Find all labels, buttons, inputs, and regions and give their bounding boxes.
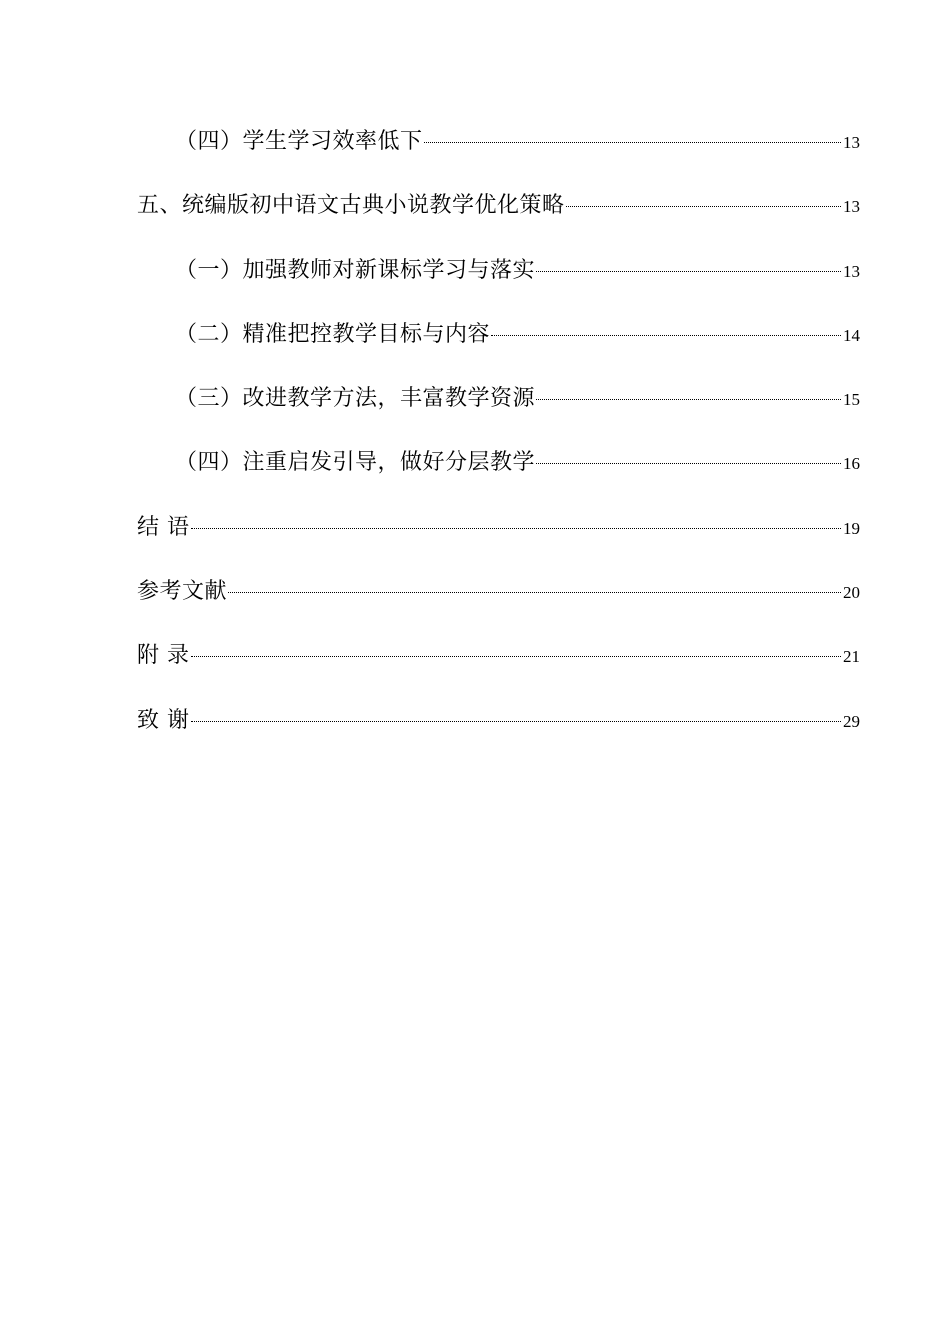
toc-entry-page: 21: [843, 647, 860, 667]
toc-entry-page: 13: [843, 133, 860, 152]
toc-entry-page: 13: [843, 261, 860, 281]
dot-leader: [536, 271, 841, 272]
toc-entry-chapter-5[interactable]: [137, 186, 860, 250]
toc-entry-title: 附 录: [137, 643, 190, 669]
toc-entry-title: 五、统编版初中语文古典小说教学优化策略: [137, 193, 565, 219]
toc-entry-title: 结 语: [137, 514, 190, 540]
dot-leader: [536, 399, 841, 400]
dot-leader: [191, 721, 842, 722]
toc-entry-title: 参考文献: [137, 579, 228, 605]
dot-leader: [566, 206, 841, 207]
toc-entry-page: 20: [843, 583, 860, 603]
toc-entry-title: （四）注重启发引导，做好分层教学: [175, 450, 536, 476]
toc-entry-references[interactable]: [137, 572, 860, 636]
toc-entry-title: （一）加强教师对新课标学习与落实: [175, 257, 536, 283]
toc-entry-5-4[interactable]: [137, 443, 860, 507]
toc-entry-acknowledgements[interactable]: [137, 701, 860, 765]
toc-entry-title: （二）精准把控教学目标与内容: [175, 321, 491, 347]
dot-leader: [491, 335, 841, 336]
dot-leader: [191, 656, 842, 657]
toc-entry-5-1[interactable]: [137, 251, 860, 315]
toc-entry-5-2[interactable]: [137, 315, 860, 379]
toc-entry-page: 19: [843, 518, 860, 538]
toc-entry-page: 29: [843, 711, 860, 731]
toc-entry-title: （三）改进教学方法，丰富教学资源: [175, 386, 536, 412]
dot-leader: [536, 463, 841, 464]
dot-leader: [424, 142, 841, 143]
toc-entry-page: 15: [843, 390, 860, 410]
toc-entry-student-efficiency[interactable]: [137, 122, 860, 186]
toc-entry-page: 16: [843, 454, 860, 474]
toc-entry-title: 致 谢: [137, 707, 190, 733]
dot-leader: [191, 528, 842, 529]
toc-entry-title: （四）学生学习效率低下: [175, 129, 423, 154]
toc-entry-page: 14: [843, 325, 860, 345]
toc-entry-conclusion[interactable]: [137, 508, 860, 572]
toc-entry-appendix[interactable]: [137, 636, 860, 700]
dot-leader: [228, 592, 841, 593]
toc-entry-page: 13: [843, 197, 860, 217]
toc-entry-5-3[interactable]: [137, 379, 860, 443]
table-of-contents: [137, 122, 860, 765]
